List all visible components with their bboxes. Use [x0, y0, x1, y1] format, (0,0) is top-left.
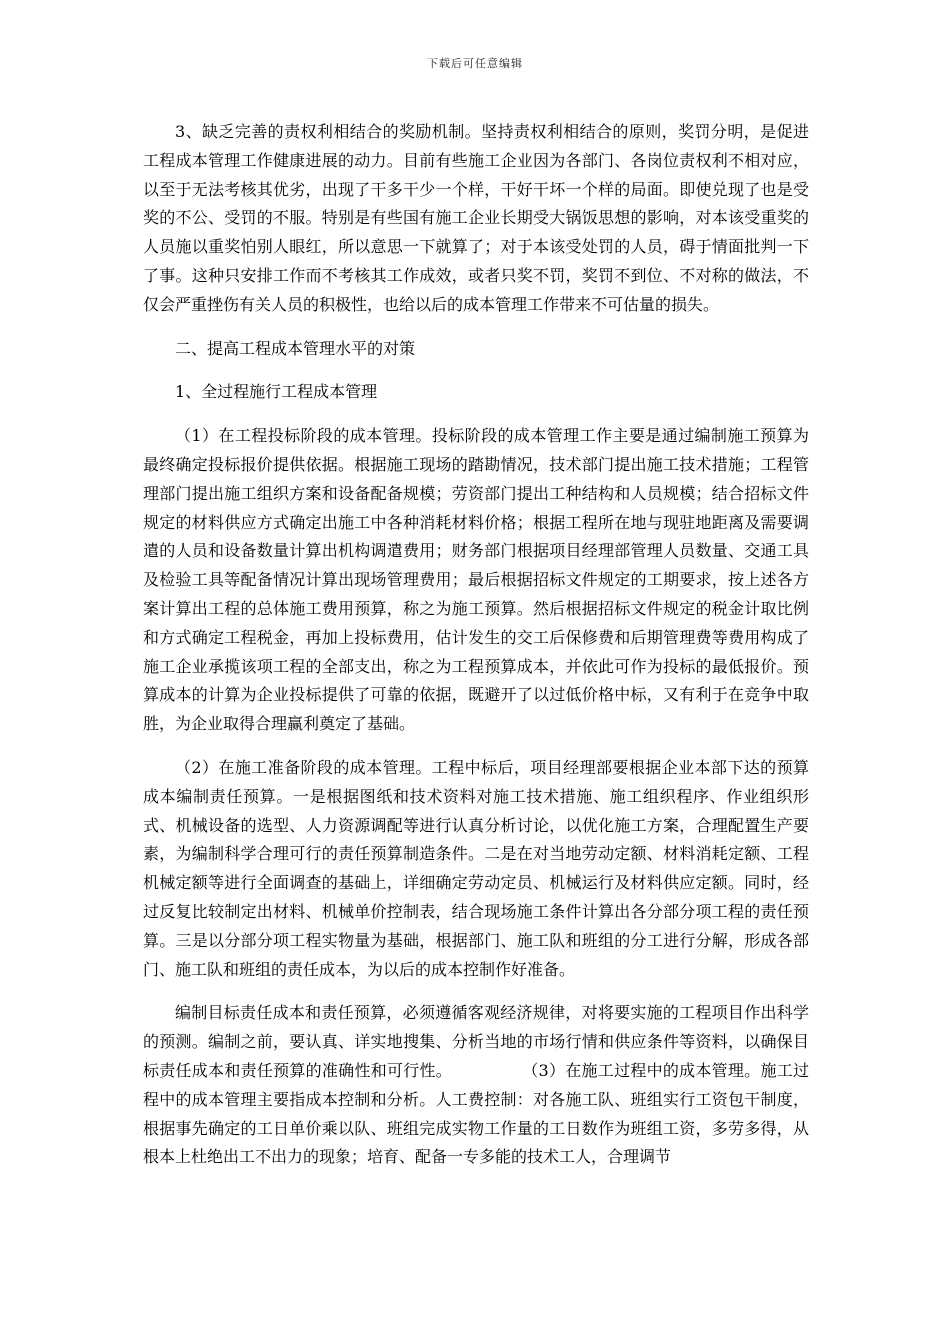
section-heading-countermeasures: 二、提高工程成本管理水平的对策 [175, 338, 416, 358]
paragraph-incentive-mechanism: 3、缺乏完善的责权利相结合的奖励机制。坚持责权利相结合的原则，奖罚分明，是促进工程成本管理工作健康进展的动力。目前有些施工企业因为各部门、各岗位责权利不相对应，以至于无法考核其优劣，出现了干多干少一个样，干好干坏一个样的局面。即使兑现了也是受奖的不公、受罚的不服。特别是有些国有施工企业长期受大锅饭思想的影响，对本该受重奖的人员施以重奖怕别人眼红，所以意思一下就算了；对于本该受处罚的人员，碍于情面批判一下了事。这种只安排工作而不考核其工作成效，或者只奖不罚，奖罚不到位、不对称的做法，不仅会严重挫伤有关人员的积极性，也给以后的成本管理工作带来不可估量的损失。 [143, 122, 809, 314]
subsection-heading-whole-process: 1、全过程施行工程成本管理 [175, 382, 378, 402]
paragraph-target-responsibility [143, 999, 809, 1172]
paragraph-target-responsibility-text: 编制目标责任成本和责任预算，必须遵循客观经济规律，对将要实施的工程项目作出科学的预测。编制之前，要认真、详实地搜集、分析当地的市场行情和供应条件等资料，以确保目标责任成本和责任预算的准确性和可行性。 [143, 1003, 809, 1080]
paragraph-construction-stage-text: （3）在施工过程中的成本管理。施工过程中的成本管理主要指成本控制和分析。人工费控制：对各施工队、班组实行工资包干制度，根据事先确定的工日单价乘以队、班组完成实物工作量的工日数作为班组工资，多劳多得，从根本上杜绝出工不出力的现象；培育、配备一专多能的技术工人，合理调节 [143, 1060, 809, 1167]
paragraph-preparation-stage: （2）在施工准备阶段的成本管理。工程中标后，项目经理部要根据企业本部下达的预算成本编制责任预算。一是根据图纸和技术资料对施工技术措施、施工组织程序、作业组织形式、机械设备的选型、人力资源调配等进行认真分析讨论，以优化施工方案，合理配置生产要素，为编制科学合理可行的责任预算制造条件。二是在对当地劳动定额、材料消耗定额、工程机械定额等进行全面调查的基础上，详细确定劳动定员、机械运行及材料供应定额。同时，经过反复比较制定出材料、机械单价控制表，结合现场施工条件计算出各分部分项工程的责任预算。三是以分部分项工程实物量为基础，根据部门、施工队和班组的分工进行分解，形成各部门、施工队和班组的责任成本，为以后的成本控制作好准备。 [143, 757, 809, 979]
page-header-note: 下载后可任意编辑 [427, 57, 523, 70]
paragraph-bidding-stage: （1）在工程投标阶段的成本管理。投标阶段的成本管理工作主要是通过编制施工预算为最终确定投标报价提供依据。根据施工现场的踏勘情况，技术部门提出施工技术措施；工程管理部门提出施工组织方案和设备配备规模；劳资部门提出工种结构和人员规模；结合招标文件规定的材料供应方式确定出施工中各种消耗材料价格；根据工程所在地与现驻地距离及需要调遣的人员和设备数量计算出机构调遣费用；财务部门根据项目经理部管理人员数量、交通工具及检验工具等配备情况计算出现场管理费用；最后根据招标文件规定的工期要求，按上述各方案计算出工程的总体施工费用预算，称之为施工预算。然后根据招标文件规定的税金计取比例和方式确定工程税金，再加上投标费用，估计发生的交工后保修费和后期管理费等费用构成了施工企业承揽该项工程的全部支出，称之为工程预算成本，并依此可作为投标的最低报价。预算成本的计算为企业投标提供了可靠的依据，既避开了以过低价格中标，又有利于在竞争中取胜，为企业取得合理赢利奠定了基础。 [143, 426, 809, 734]
document-body [143, 118, 809, 1172]
